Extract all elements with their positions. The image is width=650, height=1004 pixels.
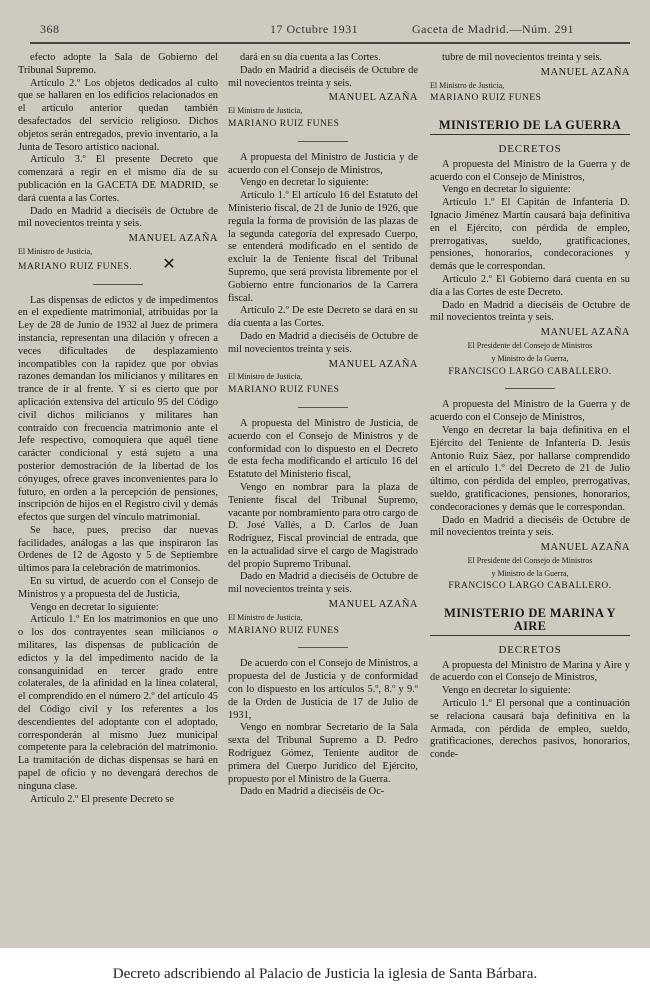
paragraph: Dado en Madrid a dieciséis de Octubre de mil novecientos treinta y seis. (228, 571, 418, 596)
minister-title: El Ministro de Justicia, (430, 80, 505, 90)
separator (298, 647, 348, 648)
paragraph: Dado en Madrid a dieciséis de Octubre de mil novecientos treinta y seis. (228, 64, 418, 89)
section-heading: DECRETOS (498, 142, 562, 155)
minister-name: FRANCISCO LARGO CABALLERO. (448, 366, 612, 377)
minister-title: El Ministro de Justicia, (228, 106, 303, 116)
section-heading: DECRETOS (498, 643, 562, 656)
minister-name: MARIANO RUIZ FUNES. ✕ (18, 255, 177, 273)
cross-mark-icon: ✕ (162, 255, 177, 273)
heading-rule (430, 635, 630, 636)
signature: MANUEL AZAÑA (540, 327, 630, 339)
paragraph: tubre de mil novecientos treinta y seis. (442, 52, 603, 63)
paragraph: Artículo 2.º De este Decreto se dará en su día cuenta a las Cortes. (228, 305, 418, 330)
paragraph: Artículo 1.º El Capitán de Infantería D. Ignacio Jiménez Martín causará baja definitiva en el Ejército, con pérdida de empleo, prerrogativas, sueldo, gratificaciones, pensiones, honorarios, condecoraciones y demás que le correspondan. (430, 197, 630, 273)
minister-title: El Ministro de Justicia, (228, 612, 303, 622)
paragraph: Vengo en decretar lo siguiente: (30, 601, 159, 613)
minister-name: MARIANO RUIZ FUNES (228, 118, 340, 129)
separator (298, 141, 348, 142)
paragraph: Se hace, pues, preciso dar nuevas facilidades, análogas a las que inspiraron las Ordenes de 12 de Agosto y 5 de Septiembre últimos para la celebración de matrimonios. (18, 524, 218, 575)
paragraph: dará en su día cuenta a las Cortes. (240, 52, 381, 63)
paragraph: efecto adopte la Sala de Gobierno del Tribunal Supremo. (18, 52, 218, 76)
paragraph: Vengo en decretar lo siguiente: (442, 184, 571, 196)
paragraph: Las dispensas de edictos y de impedimentos en el expediente matrimonial, atribuidas por la Ley de 28 de Junio de 1932 al Juez de primera instancia, representan una dilación y ofrecen a veces dificultades de desplazamiento incompatibles con la rapidez que por obvias razones demandan los milicianos y militares en trance de ir al frente. Y si es cierto que por aplicación extensiva del artículo 95 del Código civil dichos milicianos y militares han contraído con frecuencia matrimonio ante el Jefe respectivo, comoquiera que aquél tiene carácter condicional y está sujeto a una posterior demostración de la libertad de los cónyuges, ofrece graves inconvenientes para lo futuro, en orden a la percepción de pensiones, inscripción de hijos en el Registro civil y demás efectos que surgen del vínculo matrimonial. (18, 294, 218, 524)
column-1 (18, 52, 218, 806)
signature: MANUEL AZAÑA (328, 599, 418, 611)
separator (93, 284, 143, 285)
paragraph: A propuesta del Ministro de la Guerra y de acuerdo con el Consejo de Ministros, (430, 399, 630, 424)
image-caption: Decreto adscribiendo al Palacio de Justicia la iglesia de Santa Bárbara. (112, 966, 538, 982)
minister-name: MARIANO RUIZ FUNES (228, 625, 340, 636)
paragraph: Vengo en nombrar para la plaza de Teniente fiscal del Tribunal Supremo, vacante por nombramiento para otro cargo de D. José Vallés, a D. Carlos de Juan Rodríguez, Fiscal provincial de entrada, que en la actualidad sirve el cargo de Magistrado del propio Supremo Tribunal. (228, 481, 418, 570)
paragraph: Dado en Madrid a dieciséis de Octubre de mil novecientos treinta y seis. (228, 330, 418, 355)
paragraph: Artículo 2.º El Gobierno dará cuenta en su día a las Cortes de este Decreto. (430, 273, 630, 298)
ministry-heading: MINISTERIO DE LA GUERRA (438, 118, 622, 133)
minister-title: y Ministro de la Guerra, (491, 568, 569, 578)
paragraph: Vengo en decretar lo siguiente: (442, 685, 571, 697)
column-3 (430, 52, 630, 762)
minister-name: MARIANO RUIZ FUNES (228, 385, 340, 396)
signature: MANUEL AZAÑA (328, 92, 418, 104)
paragraph: Vengo en nombrar Secretario de la Sala sexta del Tribunal Supremo a D. Pedro Rodríguez Gómez, Teniente auditor de primera del Cuerpo Jurídico del Ejército, propuesto por el Ministro de la Guerra. (228, 722, 418, 785)
paragraph: A propuesta del Ministro de la Guerra y de acuerdo con el Consejo de Ministros, (430, 158, 630, 183)
heading-rule (430, 134, 630, 135)
header-gazette: Gaceta de Madrid.—Núm. 291 (412, 22, 574, 36)
separator (298, 407, 348, 408)
minister-title: El Presidente del Consejo de Ministros (467, 340, 593, 350)
ministry-heading: MINISTERIO DE MARINA Y AIRE (444, 606, 616, 634)
paragraph: Artículo 2.º Los objetos dedicados al culto que se hallaren en los edificios relacionados en el artículo anterior quedan también desafectados del servicio religioso. Dichos objetos serán entregados, previo inventario, a la Junta de Tesoro artístico nacional. (18, 77, 218, 153)
separator (505, 388, 555, 389)
paragraph: A propuesta del Ministro de Justicia y de acuerdo con el Consejo de Ministros, (228, 151, 418, 176)
paragraph: Vengo en decretar lo siguiente: (240, 177, 369, 189)
minister-name: MARIANO RUIZ FUNES (430, 93, 542, 104)
paragraph: Artículo 2.º El presente Decreto se (30, 793, 175, 805)
signature: MANUEL AZAÑA (540, 66, 630, 78)
paragraph: Vengo en decretar la baja definitiva en el Ejército del Teniente de Infantería D. Jesús Antonio Ruiz Sáez, por hallarse comprendido en el artículo 1.º del Decreto de 21 de Julio último, con pérdida del empleo, prerrogativas, sueldo, gratificaciones, pensiones, honorarios, condecoraciones y demás que le correspondan. (430, 424, 630, 513)
minister-title: El Ministro de Justicia, (228, 372, 303, 382)
page-header (40, 22, 630, 40)
paragraph: Artículo 3.º El presente Decreto que comenzará a regir en el mismo día de su publicación en la GACETA DE MADRID, se dará cuenta a las Cortes. (18, 154, 218, 204)
minister-title: y Ministro de la Guerra, (491, 353, 569, 363)
minister-title: El Presidente del Consejo de Ministros (467, 555, 593, 565)
paragraph: Dado en Madrid a dieciséis de Octubre de mil novecientos treinta y seis. (430, 299, 630, 324)
signature: MANUEL AZAÑA (128, 233, 218, 245)
page-number: 368 (40, 22, 60, 36)
signature: MANUEL AZAÑA (540, 542, 630, 554)
paragraph: A propuesta del Ministro de Justicia, de acuerdo con el Consejo de Ministros y de conformidad con lo dispuesto en el Decreto de esta fecha modificando el artículo 16 del Estatuto del Ministerio fiscal, (228, 417, 418, 481)
header-date: 17 Octubre 1931 (270, 22, 359, 36)
minister-title: El Ministro de Justicia, (18, 246, 93, 256)
paragraph: A propuesta del Ministro de Marina y Aire y de acuerdo con el Consejo de Ministros, (430, 659, 630, 684)
paragraph: Artículo 1.º En los matrimonios en que uno o los dos contrayentes sean milicianos o militares, las dispensas de publicación de edictos y la del impedimento nacido de la consanguinidad en tercer grado entre colaterales, de la afinidad en la línea colateral, el comprendido en el número 2.º del artículo 45 del Código civil y los referentes a los descendientes del adoptante con el adoptado, corresponderán al mismo Juez municipal competente para la celebración del matrimonio. La tramitación de dichas dispensas se hará en papel de oficio y no devengará derechos de ninguna clase. (18, 614, 218, 792)
paragraph: En su virtud, de acuerdo con el Consejo de Ministros y a propuesta del de Justicia, (18, 576, 218, 600)
signature: MANUEL AZAÑA (328, 358, 418, 370)
paragraph: Artículo 1.º El artículo 16 del Estatuto del Ministerio fiscal, de 21 de Junio de 1926, que regula la forma de provisión de las plazas de la segunda categoría del expresado Cuerpo, se entenderá modificado en el sentido de excluir la de Teniente fiscal del Tribunal Supremo, que será provista libremente por el Gobierno entre funcionarios de la Carrera fiscal. (228, 190, 418, 304)
minister-name: FRANCISCO LARGO CABALLERO. (448, 581, 612, 592)
header-rule (30, 42, 630, 44)
column-2 (228, 52, 418, 799)
paragraph: Dado en Madrid a dieciséis de Octubre de mil novecientos treinta y seis. (18, 205, 218, 230)
paragraph: Dado en Madrid a dieciséis de Octubre de mil novecientos treinta y seis. (430, 514, 630, 539)
paragraph: Dado en Madrid a dieciséis de Oc- (240, 786, 385, 798)
paragraph: Artículo 1.º El personal que a continuación se relaciona causará baja definitiva en la Armada, con pérdida de empleo, sueldo, gratificaciones, derechos pasivos, honorarios, conde- (430, 698, 630, 761)
paragraph: De acuerdo con el Consejo de Ministros, a propuesta del de Justicia y de conformidad con lo dispuesto en los artículos 5.º, 8.º y 9.º de la Orden de Justicia de 17 de Julio de 1931, (228, 658, 418, 721)
